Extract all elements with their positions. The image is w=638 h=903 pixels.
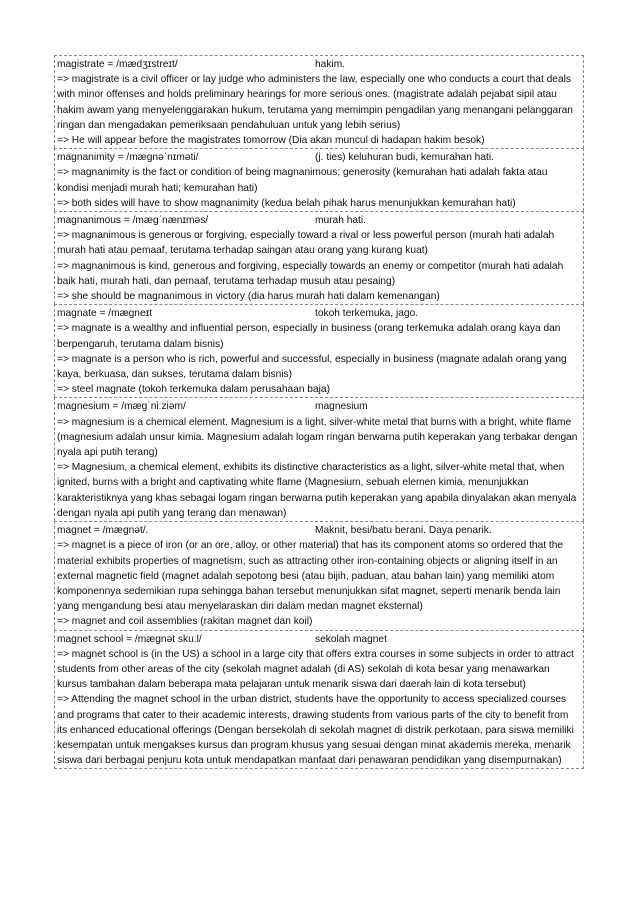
entry-term: magnate = /mæɡneɪt xyxy=(57,308,153,320)
entry-heading xyxy=(57,57,581,72)
dictionary-entry xyxy=(54,55,584,148)
dictionary-page xyxy=(54,55,584,769)
entry-definition: => magnanimous is generous or forgiving, especially toward a rival or less powerful person (murah hati adalah murah hati atau pemaaf, terutama terhadap saingan atau orang yang kurang kuat) xyxy=(57,230,555,257)
entry-definition: => magnet is a piece of iron (or an ore, alloy, or other material) that has its component atoms so ordered that the material exhibits properties of magnetism, such as attracting other iron-containing objects or aligning itself in an external magnetic field (magnet adalah sepotong besi (atau bijih, paduan, atau bahan lain) yang memiliki atom komponennya sedemikian rupa sehingga bahan tersebut menunjukkan sifat magnet, seperti menarik benda lain yang mengandung besi atau menyelaraskan diri dalam medan magnet eksternal) xyxy=(57,540,564,613)
entry-heading xyxy=(57,632,581,647)
entry-heading xyxy=(57,523,581,538)
entry-definition: => magnet school is (in the US) a school in a large city that offers extra courses in some subjects in order to attract students from other areas of the city (sekolah magnet adalah (di AS) sekolah di kota besar yang menawarkan kursus tambahan dalam beberapa mata pelajaran untuk menarik siswa dari daerah lain di kota tersebut) xyxy=(57,648,574,691)
entry-meaning: magnesium xyxy=(315,401,368,413)
dictionary-entry xyxy=(54,521,584,629)
entry-example: => both sides will have to show magnanimity (kedua belah pihak harus menunjukkan kemurahan hati) xyxy=(57,197,516,209)
entry-meaning: tokoh terkemuka, jago. xyxy=(315,308,419,320)
entry-example: => Magnesium, a chemical element, exhibits its distinctive characteristics as a light, silver-white metal that, when ignited, burns with a bright and captivating white flame (Magnesium, sebuah elemen kimia, menunjukkan karakteristiknya yang khas sebagai logam ringan berwarna putih keperakan yang apabila dinyalakan akan menyala dengan nyala api putih yang terang dan menawan) xyxy=(57,462,577,519)
dictionary-entry xyxy=(54,397,584,521)
entry-example: => He will appear before the magistrates tomorrow (Dia akan muncul di hadapan hakim besok) xyxy=(57,135,485,147)
entry-term: magnanimous = /mæɡˈnænɪməs/ xyxy=(57,215,209,227)
entry-definition: => magistrate is a civil officer or lay judge who administers the law, especially one who conducts a court that deals with minor offenses and holds preliminary hearings for more serious ones. (magistrate adalah pejabat sipil atau hakim awam yang menyelenggarakan hukum, terutama yang memimpin pengadilan yang menangani pelanggaran ringan dan mengadakan pemeriksaan pendahuluan untuk yang lebih serius) xyxy=(57,74,573,131)
dictionary-entry xyxy=(54,211,584,304)
entry-example: => Attending the magnet school in the urban district, students have the opportunity to access specialized courses and programs that cater to their academic interests, drawing students from various parts of the city to benefit from its enhanced educational offerings (Dengan bersekolah di sekolah magnet di distrik perkotaan, para siswa memiliki kesempatan untuk mengakses kursus dan program khusus yang sesuai dengan minat akademis mereka, menarik siswa dari berbagai penjuru kota untuk mendapatkan manfaat dari penawaran pendidikan yang disempurnakan) xyxy=(57,694,574,767)
entry-definition: => magnate is a person who is rich, powerful and successful, especially in business (magnate adalah orang yang kaya, berkuasa, dan sukses, terutama dalam bisnis) xyxy=(57,353,567,381)
entry-heading xyxy=(57,150,581,165)
entry-definition: => magnate is a wealthy and influential person, especially in business (orang terkemuka adalah orang kaya dan berpengaruh, terutama dalam bisnis) xyxy=(57,323,561,350)
entry-meaning: hakim. xyxy=(315,59,346,70)
entry-meaning: (j. ties) keluhuran budi, kemurahan hati. xyxy=(315,152,494,164)
entry-term: magnesium = /mæɡˈniːziəm/ xyxy=(57,401,186,413)
entry-definition: => magnanimity is the fact or condition of being magnanimous; generosity (kemurahan hati adalah fakta atau kondisi menjadi murah hati; kemurahan hati) xyxy=(57,167,548,194)
entry-example: => she should be magnanimous in victory (dia harus murah hati dalam kemenangan) xyxy=(57,291,440,303)
entry-meaning: Maknit, besi/batu berani. Daya penarik. xyxy=(315,525,492,537)
entry-term: magnet = /mæɡnət/. xyxy=(57,525,149,537)
entry-heading xyxy=(57,213,581,228)
entry-definition: => magnanimous is kind, generous and forgiving, especially towards an enemy or competitor (murah hati adalah baik hati, murah hati, dan pemaaf, terutama terhadap musuh atau pesaing) xyxy=(57,260,564,287)
entry-example: => magnet and coil assemblies (rakitan magnet dan koil) xyxy=(57,616,313,628)
entry-term: magistrate = /mædʒɪstreɪt/ xyxy=(57,59,178,70)
entry-example: => steel magnate (tokoh terkemuka dalam perusahaan baja) xyxy=(57,384,330,396)
dictionary-entry xyxy=(54,148,584,211)
entry-term: magnet school = /mæɡnət skuːl/ xyxy=(57,633,202,645)
entry-heading xyxy=(57,399,581,414)
entry-meaning: sekolah magnet xyxy=(315,633,387,645)
dictionary-entry xyxy=(54,304,584,397)
entry-heading xyxy=(57,306,581,321)
entry-definition: => magnesium is a chemical element. Magnesium is a light, silver-white metal that burns with a bright, white flame (magnesium adalah unsur kimia. Magnesium adalah logam ringan berwarna putih keperakan yang terbakar dengan nyala api putih terang) xyxy=(57,416,578,459)
entry-meaning: murah hati. xyxy=(315,215,366,227)
entry-term: magnanimity = /mægnəˈnɪməti/ xyxy=(57,152,199,164)
dictionary-entry xyxy=(54,630,584,770)
